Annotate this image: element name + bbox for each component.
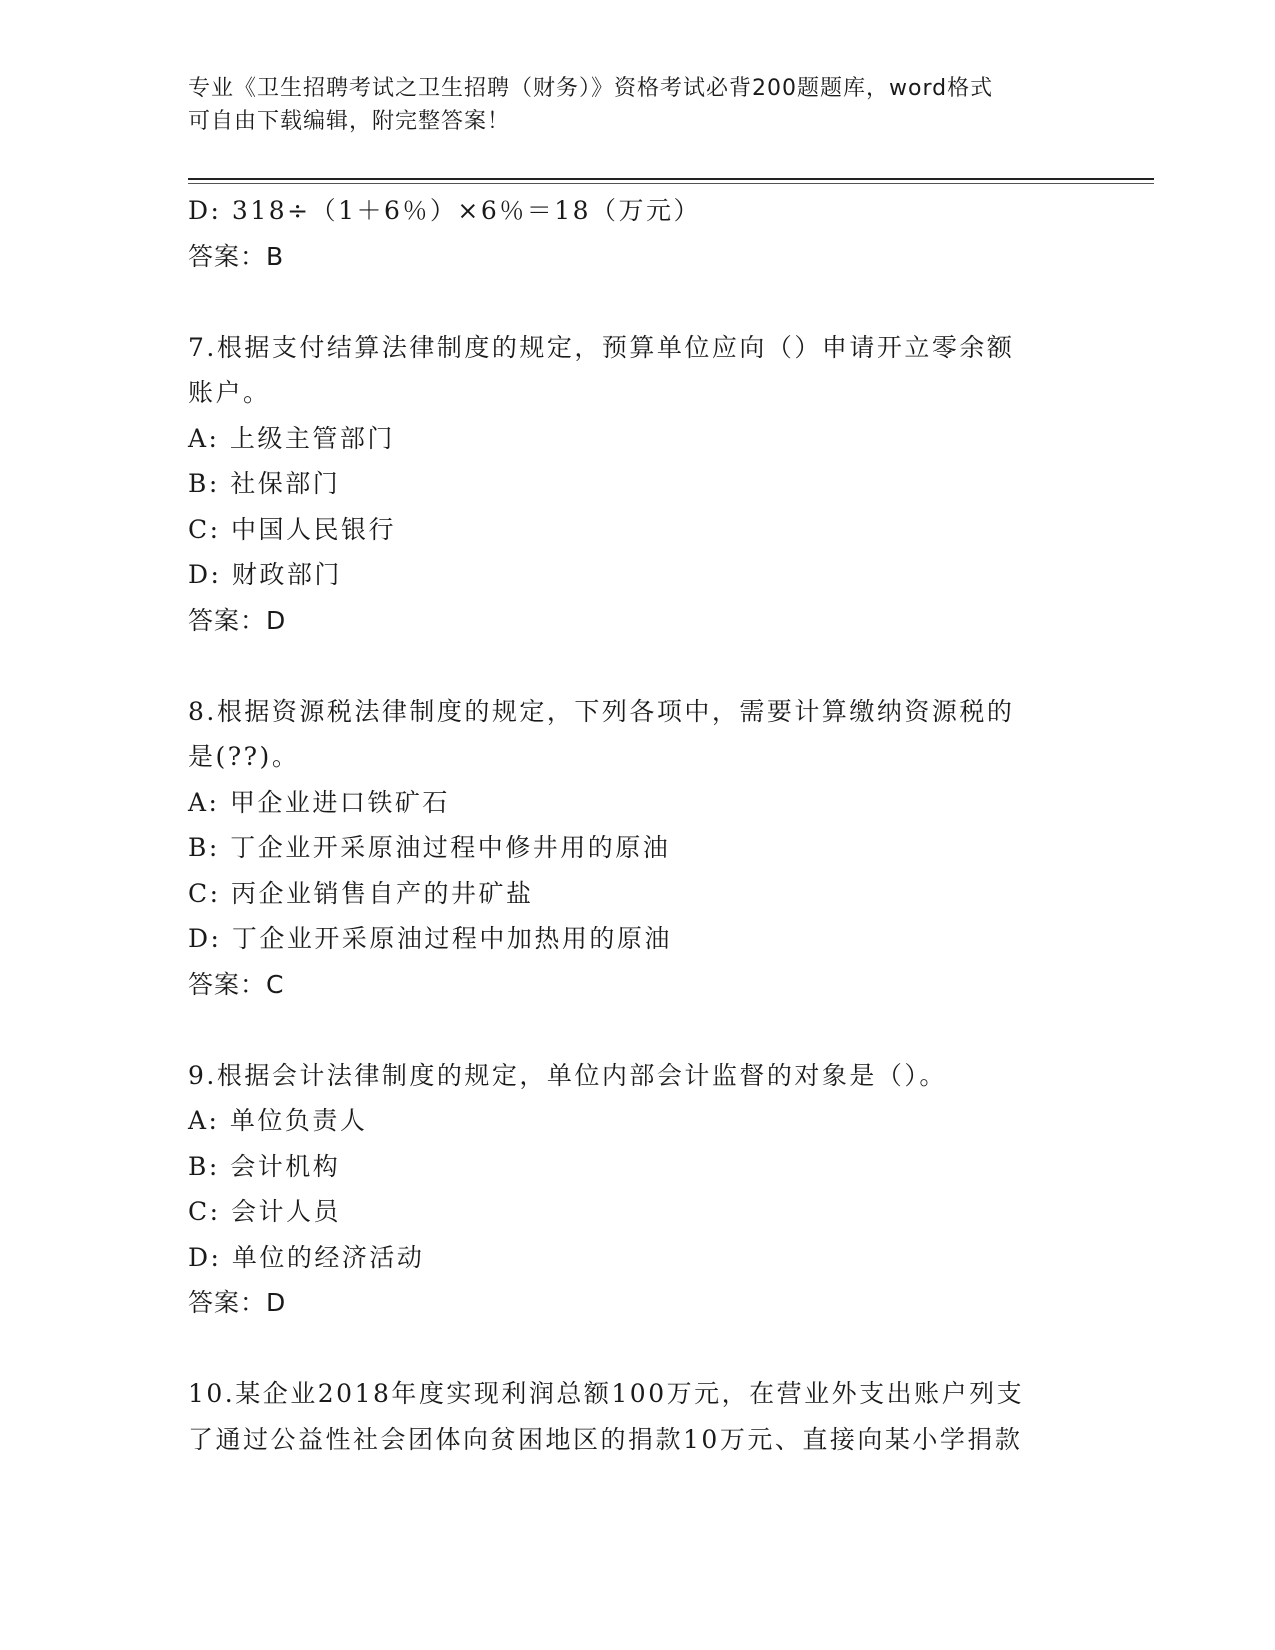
option-a: A: 单位负责人 bbox=[188, 1106, 368, 1135]
question-stem-line: 9.根据会计法律制度的规定，单位内部会计监督的对象是（）。 bbox=[188, 1060, 947, 1090]
header-line-1: 专业《卫生招聘考试之卫生招聘（财务）》资格考试必背200题题库，word格式 bbox=[188, 76, 994, 101]
answer-line: 答案：D bbox=[188, 1288, 287, 1317]
question-10 bbox=[188, 1371, 1148, 1462]
option-d: D: 单位的经济活动 bbox=[188, 1242, 425, 1272]
question-stem-line: 7.根据支付结算法律制度的规定，预算单位应向（）申请开立零余额 bbox=[188, 332, 1015, 362]
header-divider-thick bbox=[188, 178, 1154, 180]
spacer bbox=[188, 279, 1148, 325]
option-c: C: 丙企业销售自产的井矿盐 bbox=[188, 878, 534, 908]
question-stem-line: 10.某企业2018年度实现利润总额100万元，在营业外支出账户列支 bbox=[188, 1379, 1025, 1408]
option-b: B: 社保部门 bbox=[188, 469, 341, 498]
question-9 bbox=[188, 1053, 1148, 1326]
question-stem-line: 账户。 bbox=[188, 378, 271, 407]
answer-line: 答案：D bbox=[188, 605, 287, 635]
question-stem-line: 是(??)。 bbox=[188, 742, 300, 771]
option-b: B: 丁企业开采原油过程中修井用的原油 bbox=[188, 833, 671, 862]
spacer bbox=[188, 1007, 1148, 1053]
spacer bbox=[188, 1326, 1148, 1372]
document-body bbox=[188, 188, 1148, 1462]
header-divider-thin bbox=[188, 183, 1154, 184]
option-d: D: 财政部门 bbox=[188, 560, 342, 589]
option-d: D: 318÷（1＋6％）×6％＝18（万元） bbox=[188, 196, 702, 225]
previous-question-tail bbox=[188, 188, 1148, 279]
option-d: D: 丁企业开采原油过程中加热用的原油 bbox=[188, 924, 672, 953]
answer-line: 答案：C bbox=[188, 969, 285, 999]
answer-line: 答案：B bbox=[188, 241, 285, 271]
option-a: A: 上级主管部门 bbox=[188, 423, 395, 453]
spacer bbox=[188, 643, 1148, 689]
document-header bbox=[188, 72, 1088, 138]
option-a: A: 甲企业进口铁矿石 bbox=[188, 787, 450, 817]
question-7 bbox=[188, 325, 1148, 644]
question-stem-line: 了通过公益性社会团体向贫困地区的捐款10万元、直接向某小学捐款 bbox=[188, 1424, 1023, 1454]
option-c: C: 会计人员 bbox=[188, 1197, 341, 1226]
question-stem-line: 8.根据资源税法律制度的规定，下列各项中，需要计算缴纳资源税的 bbox=[188, 696, 1015, 726]
question-8 bbox=[188, 689, 1148, 1008]
option-c: C: 中国人民银行 bbox=[188, 514, 396, 544]
header-line-2: 可自由下载编辑，附完整答案！ bbox=[188, 109, 511, 134]
option-b: B: 会计机构 bbox=[188, 1151, 341, 1181]
